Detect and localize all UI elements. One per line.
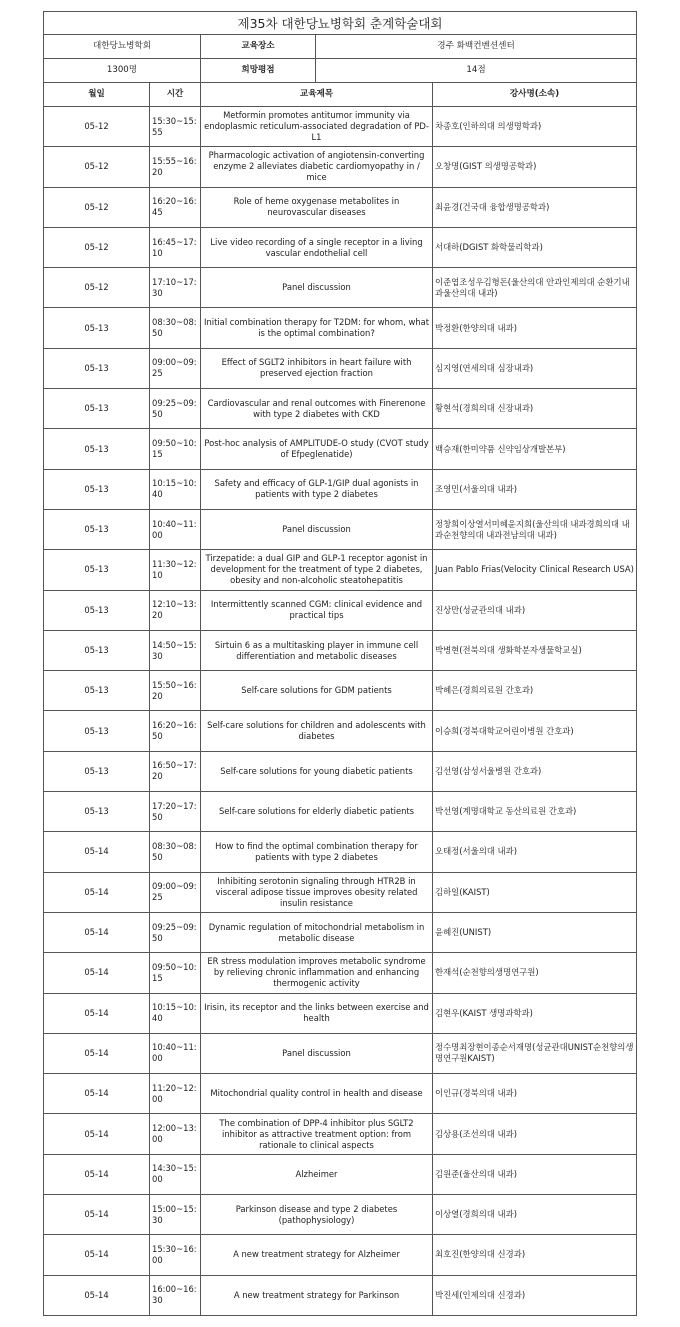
table-row	[44, 953, 637, 993]
table-row	[44, 912, 637, 952]
time-cell: 08:30~08:50	[150, 308, 201, 348]
lecturer-cell: 박병현(전북의대 생화학분자생물학교실)	[433, 630, 637, 670]
topic-cell: Safety and efficacy of GLP-1/GIP dual agonists in patients with type 2 diabetes	[201, 469, 433, 509]
date-cell: 05-13	[44, 550, 150, 590]
time-cell: 09:00~09:25	[150, 872, 201, 912]
time-cell: 15:50~16:20	[150, 671, 201, 711]
capacity: 1300명	[44, 59, 201, 83]
topic-cell: Intermittently scanned CGM: clinical evidence and practical tips	[201, 590, 433, 630]
date-cell: 05-12	[44, 227, 150, 267]
table-row	[44, 147, 637, 187]
time-cell: 16:20~16:45	[150, 187, 201, 227]
date-cell: 05-13	[44, 389, 150, 429]
lecturer-cell: 박선영(계명대학교 동산의료원 간호과)	[433, 792, 637, 832]
header-time: 시간	[150, 83, 201, 107]
schedule-table	[43, 11, 637, 1316]
table-row	[44, 751, 637, 791]
topic-cell: Panel discussion	[201, 268, 433, 308]
topic-cell: Effect of SGLT2 inhibitors in heart failure with preserved ejection fraction	[201, 348, 433, 388]
info-row-1	[44, 35, 637, 59]
lecturer-cell: 김하일(KAIST)	[433, 872, 637, 912]
lecturer-cell: Juan Pablo Frias(Velocity Clinical Research USA)	[433, 550, 637, 590]
page-title: 제35차 대한당뇨병학회 춘계학술대회	[44, 12, 637, 35]
table-row	[44, 590, 637, 630]
table-row	[44, 227, 637, 267]
lecturer-cell: 차종호(인하의대 의생명학과)	[433, 107, 637, 147]
date-cell: 05-12	[44, 268, 150, 308]
topic-cell: A new treatment strategy for Alzheimer	[201, 1235, 433, 1275]
lecturer-cell: 서대하(DGIST 화학물리학과)	[433, 227, 637, 267]
topic-cell: Sirtuin 6 as a multitasking player in immune cell differentiation and metabolic diseases	[201, 630, 433, 670]
lecturer-cell: 정창희이상열서미혜윤지희(울산의대 내과경희의대 내과순천향의대 내과전남의대 내과)	[433, 509, 637, 549]
time-cell: 15:55~16:20	[150, 147, 201, 187]
date-cell: 05-13	[44, 509, 150, 549]
date-cell: 05-13	[44, 469, 150, 509]
date-cell: 05-12	[44, 107, 150, 147]
table-row	[44, 389, 637, 429]
time-cell: 17:20~17:50	[150, 792, 201, 832]
date-cell: 05-13	[44, 590, 150, 630]
lecturer-cell: 최호진(한양의대 신경과)	[433, 1235, 637, 1275]
time-cell: 10:40~11:00	[150, 1033, 201, 1073]
date-cell: 05-14	[44, 1275, 150, 1315]
topic-cell: Alzheimer	[201, 1154, 433, 1194]
time-cell: 09:50~10:15	[150, 429, 201, 469]
topic-cell: Inhibiting serotonin signaling through HTR2B in visceral adipose tissue improves obesity related insulin resistance	[201, 872, 433, 912]
time-cell: 09:50~10:15	[150, 953, 201, 993]
date-cell: 05-14	[44, 993, 150, 1033]
date-cell: 05-13	[44, 792, 150, 832]
time-cell: 10:15~10:40	[150, 469, 201, 509]
date-cell: 05-13	[44, 308, 150, 348]
time-cell: 09:25~09:50	[150, 389, 201, 429]
lecturer-cell: 오창명(GIST 의생명공학과)	[433, 147, 637, 187]
venue-label: 교육장소	[201, 35, 316, 59]
date-cell: 05-14	[44, 832, 150, 872]
table-row	[44, 308, 637, 348]
lecturer-cell: 이인규(경북의대 내과)	[433, 1074, 637, 1114]
topic-cell: Panel discussion	[201, 1033, 433, 1073]
table-row	[44, 1074, 637, 1114]
table-row	[44, 268, 637, 308]
topic-cell: Self-care solutions for elderly diabetic patients	[201, 792, 433, 832]
topic-cell: Tirzepatide: a dual GIP and GLP-1 receptor agonist in development for the treatment of type 2 diabetes, obesity and non-alcoholic steatohepatitis	[201, 550, 433, 590]
time-cell: 15:00~15:30	[150, 1195, 201, 1235]
table-row	[44, 832, 637, 872]
table-row	[44, 1114, 637, 1154]
table-row	[44, 1033, 637, 1073]
lecturer-cell: 심지영(연세의대 심장내과)	[433, 348, 637, 388]
topic-cell: Metformin promotes antitumor immunity via endoplasmic reticulum-associated degradation of PD-L1	[201, 107, 433, 147]
lecturer-cell: 한재석(순천향의생명연구원)	[433, 953, 637, 993]
organizer: 대한당뇨병학회	[44, 35, 201, 59]
topic-cell: Self-care solutions for young diabetic patients	[201, 751, 433, 791]
header-topic: 교육제목	[201, 83, 433, 107]
table-row	[44, 1275, 637, 1315]
date-cell: 05-14	[44, 1154, 150, 1194]
table-row	[44, 348, 637, 388]
time-cell: 16:20~16:50	[150, 711, 201, 751]
lecturer-cell: 김상용(조선의대 내과)	[433, 1114, 637, 1154]
topic-cell: Panel discussion	[201, 509, 433, 549]
date-cell: 05-14	[44, 1114, 150, 1154]
topic-cell: Parkinson disease and type 2 diabetes (pathophysiology)	[201, 1195, 433, 1235]
topic-cell: How to find the optimal combination therapy for patients with type 2 diabetes	[201, 832, 433, 872]
date-cell: 05-12	[44, 187, 150, 227]
lecturer-cell: 이상열(경희의대 내과)	[433, 1195, 637, 1235]
lecturer-cell: 윤혜진(UNIST)	[433, 912, 637, 952]
topic-cell: Dynamic regulation of mitochondrial metabolism in metabolic disease	[201, 912, 433, 952]
topic-cell: Cardiovascular and renal outcomes with Finerenone with type 2 diabetes with CKD	[201, 389, 433, 429]
time-cell: 16:50~17:20	[150, 751, 201, 791]
header-date: 월일	[44, 83, 150, 107]
lecturer-cell: 정수명최장현이종순서재명(성균관대UNIST순천향의생명연구원KAIST)	[433, 1033, 637, 1073]
lecturer-cell: 박정환(한양의대 내과)	[433, 308, 637, 348]
date-cell: 05-14	[44, 953, 150, 993]
time-cell: 09:25~09:50	[150, 912, 201, 952]
date-cell: 05-14	[44, 872, 150, 912]
time-cell: 10:40~11:00	[150, 509, 201, 549]
topic-cell: Irisin, its receptor and the links between exercise and health	[201, 993, 433, 1033]
table-row	[44, 792, 637, 832]
time-cell: 11:30~12:10	[150, 550, 201, 590]
info-row-2	[44, 59, 637, 83]
lecturer-cell: 박진세(인제의대 신경과)	[433, 1275, 637, 1315]
topic-cell: Initial combination therapy for T2DM: for whom, what is the optimal combination?	[201, 308, 433, 348]
date-cell: 05-13	[44, 711, 150, 751]
lecturer-cell: 오태정(서울의대 내과)	[433, 832, 637, 872]
time-cell: 15:30~15:55	[150, 107, 201, 147]
title-row	[44, 12, 637, 35]
table-row	[44, 872, 637, 912]
lecturer-cell: 박혜은(경희의료원 간호과)	[433, 671, 637, 711]
date-cell: 05-14	[44, 912, 150, 952]
date-cell: 05-13	[44, 630, 150, 670]
time-cell: 12:10~13:20	[150, 590, 201, 630]
table-row	[44, 1235, 637, 1275]
topic-cell: Pharmacologic activation of angiotensin-converting enzyme 2 alleviates diabetic cardiomyopathy in / mice	[201, 147, 433, 187]
date-cell: 05-13	[44, 671, 150, 711]
topic-cell: Mitochondrial quality control in health and disease	[201, 1074, 433, 1114]
lecturer-cell: 김원준(울산의대 내과)	[433, 1154, 637, 1194]
lecturer-cell: 백승재(한미약품 신약임상개발본부)	[433, 429, 637, 469]
table-row	[44, 550, 637, 590]
table-row	[44, 630, 637, 670]
table-row	[44, 509, 637, 549]
points-value: 14점	[316, 59, 637, 83]
time-cell: 16:45~17:10	[150, 227, 201, 267]
lecturer-cell: 최윤경(건국대 융합생명공학과)	[433, 187, 637, 227]
time-cell: 15:30~16:00	[150, 1235, 201, 1275]
lecturer-cell: 김선영(삼성서울병원 간호과)	[433, 751, 637, 791]
time-cell: 08:30~08:50	[150, 832, 201, 872]
header-row	[44, 83, 637, 107]
topic-cell: Live video recording of a single receptor in a living vascular endothelial cell	[201, 227, 433, 267]
time-cell: 16:00~16:30	[150, 1275, 201, 1315]
table-row	[44, 429, 637, 469]
time-cell: 11:20~12:00	[150, 1074, 201, 1114]
table-row	[44, 711, 637, 751]
time-cell: 12:00~13:00	[150, 1114, 201, 1154]
table-row	[44, 107, 637, 147]
topic-cell: Role of heme oxygenase metabolites in neurovascular diseases	[201, 187, 433, 227]
lecturer-cell: 조영민(서울의대 내과)	[433, 469, 637, 509]
topic-cell: The combination of DPP-4 inhibitor plus SGLT2 inhibitor as attractive treatment option: from rationale to clinical aspects	[201, 1114, 433, 1154]
table-row	[44, 469, 637, 509]
time-cell: 10:15~10:40	[150, 993, 201, 1033]
table-row	[44, 187, 637, 227]
lecturer-cell: 황현석(경희의대 신장내과)	[433, 389, 637, 429]
table-row	[44, 1195, 637, 1235]
venue-value: 경주 화백컨벤션센터	[316, 35, 637, 59]
lecturer-cell: 진상만(성균관의대 내과)	[433, 590, 637, 630]
topic-cell: A new treatment strategy for Parkinson	[201, 1275, 433, 1315]
lecturer-cell: 김현우(KAIST 생명과학과)	[433, 993, 637, 1033]
header-lecturer: 강사명(소속)	[433, 83, 637, 107]
lecturer-cell: 이승희(경북대학교어린이병원 간호과)	[433, 711, 637, 751]
time-cell: 17:10~17:30	[150, 268, 201, 308]
time-cell: 14:30~15:00	[150, 1154, 201, 1194]
time-cell: 09:00~09:25	[150, 348, 201, 388]
points-label: 희망평점	[201, 59, 316, 83]
date-cell: 05-14	[44, 1195, 150, 1235]
lecturer-cell: 이준엽조성우김형돈(울산의대 안과인제의대 순환기내과울산의대 내과)	[433, 268, 637, 308]
table-row	[44, 1154, 637, 1194]
topic-cell: Post-hoc analysis of AMPLITUDE-O study (CVOT study of Efpeglenatide)	[201, 429, 433, 469]
topic-cell: Self-care solutions for GDM patients	[201, 671, 433, 711]
time-cell: 14:50~15:30	[150, 630, 201, 670]
date-cell: 05-14	[44, 1235, 150, 1275]
table-row	[44, 671, 637, 711]
date-cell: 05-13	[44, 348, 150, 388]
date-cell: 05-13	[44, 429, 150, 469]
date-cell: 05-13	[44, 751, 150, 791]
date-cell: 05-14	[44, 1074, 150, 1114]
table-row	[44, 993, 637, 1033]
date-cell: 05-12	[44, 147, 150, 187]
topic-cell: ER stress modulation improves metabolic syndrome by relieving chronic inflammation and enhancing thermogenic activity	[201, 953, 433, 993]
date-cell: 05-14	[44, 1033, 150, 1073]
topic-cell: Self-care solutions for children and adolescents with diabetes	[201, 711, 433, 751]
